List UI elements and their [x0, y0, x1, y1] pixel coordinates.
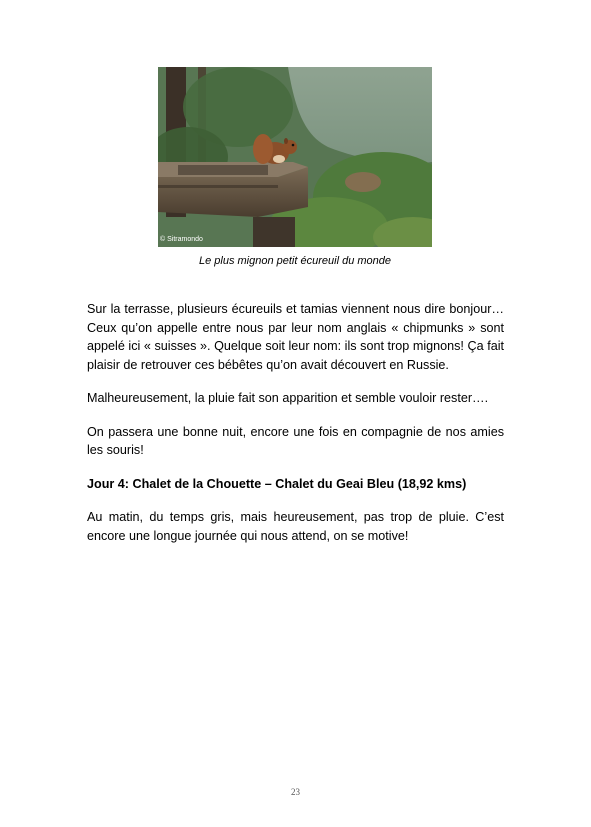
squirrel-photo-drawing	[158, 67, 432, 247]
paragraph-terrace: Sur la terrasse, plusieurs écureuils et tamias viennent nous dire bonjour… Ceux qu’on appelle entre nous par leur nom anglais « chipmunks » sont appelé ici « suisses ». Quelque soit leur nom: ils sont trop mignons! Ça fait plaisir de retrouver ces bébêtes qu’on avait découvert en Russie.	[87, 302, 504, 372]
image-caption: Le plus mignon petit écureuil du monde	[198, 255, 391, 267]
body-text	[87, 300, 504, 560]
page-number: 23	[291, 787, 300, 797]
paragraph-morning: Au matin, du temps gris, mais heureusement, pas trop de pluie. C’est encore une longue journée qui nous attend, on se motive!	[87, 510, 504, 543]
squirrel-photo	[158, 67, 432, 247]
day-heading: Jour 4: Chalet de la Chouette – Chalet du Geai Bleu (18,92 kms)	[87, 476, 467, 491]
paragraph-rain: Malheureusement, la pluie fait son apparition et semble vouloir rester….	[87, 391, 489, 405]
paragraph-night: On passera une bonne nuit, encore une fois en compagnie de nos amies les souris!	[87, 424, 504, 457]
watermark-text: © Sitramondo	[160, 236, 203, 243]
